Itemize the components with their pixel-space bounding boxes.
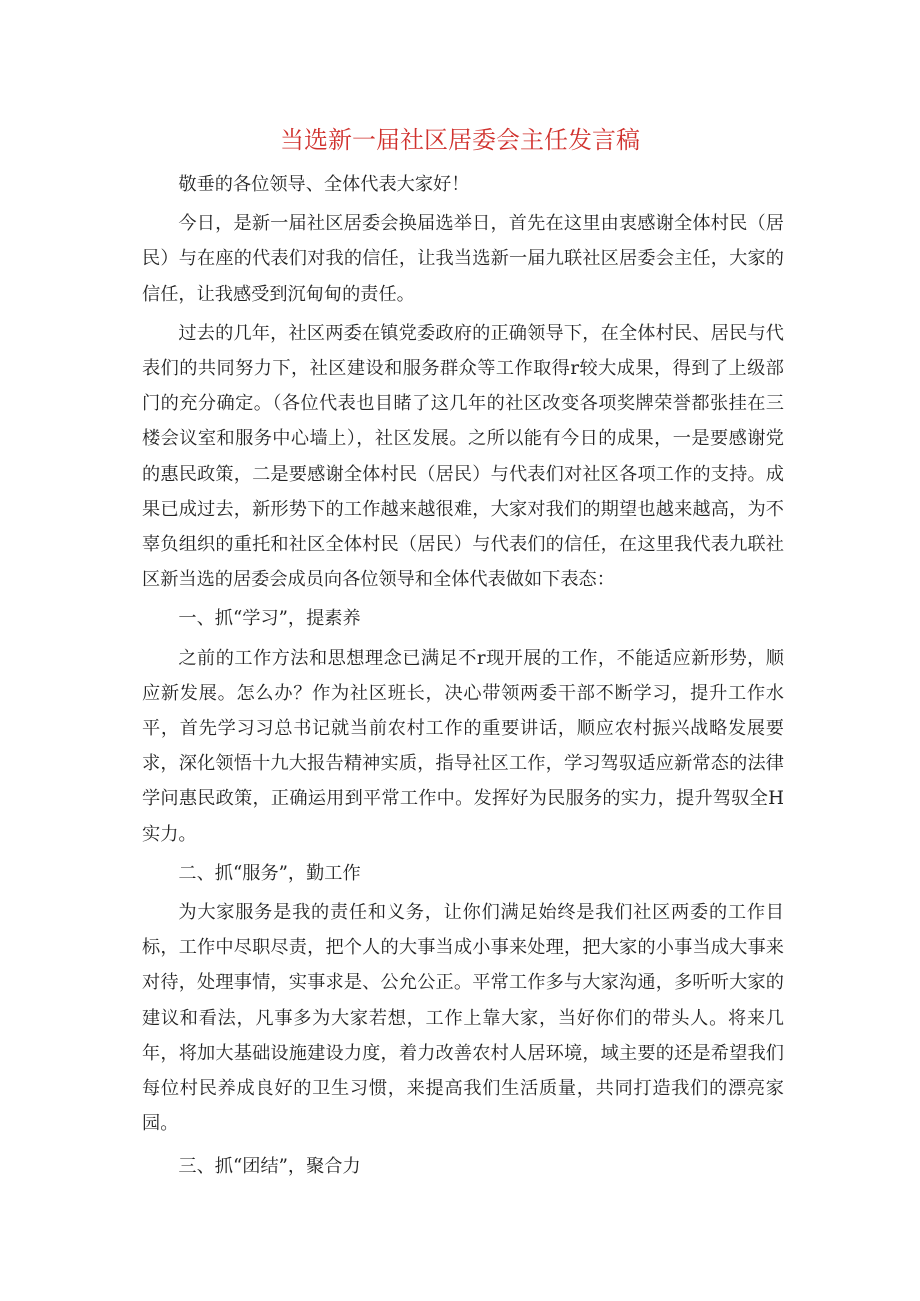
body-paragraph: 之前的工作方法和思想理念已满足不r现开展的工作，不能适应新形势，顺应新发展。怎么办？作为社区班长，决心带领两委干部不断学习，提升工作水平，首先学习习总书记就当前农村工作的重要讲话，顺应农村振兴战略发展要求，深化领悟十九大报告精神实质，指导社区工作，学习驾驭适应新常态的法律学问惠民政策，正确运用到平常工作中。发挥好为民服务的实力，提升驾驭全H实力。 [142,647,784,845]
body-paragraph: 过去的几年，社区两委在镇党委政府的正确领导下，在全体村民、居民与代表们的共同努力下，社区建设和服务群众等工作取得r较大成果，得到了上级部门的充分确定。（各位代表也目睹了这几年的社区改变各项奖牌荣誉都张挂在三楼会议室和服务中心墙上），社区发展。之所以能有今日的成果，一是要感谢党的惠民政策，二是要感谢全体村民（居民）与代表们对社区各项工作的支持。成果已成过去，新形势下的工作越来越很难，大家对我们的期望也越来越高，为不辜负组织的重托和社区全体村民（居民）与代表们的信任，在这里我代表九联社区新当选的居委会成员向各位领导和全体代表做如下表态： [142,322,784,591]
greeting-paragraph: 敬垂的各位领导、全体代表大家好！ [178,174,470,195]
section-heading: 三、抓“团结”，聚合力 [178,1156,361,1178]
section-heading: 一、抓“学习”，提素养 [178,608,361,630]
body-paragraph: 为大家服务是我的责任和义务，让你们满足始终是我们社区两委的工作目标，工作中尽职尽责，把个人的大事当成小事来处理，把大家的小事当成大事来对待，处理事情，实事求是、公允公正。平常工作多与大家沟通，多听听大家的建议和看法，凡事多为大家若想，工作上靠大家，当好你们的带头人。将来几年，将加大基础设施建设力度，着力改善农村人居环境，域主要的还是希望我们每位村民养成良好的卫生习惯，来提高我们生活质量，共同打造我们的漂亮家园。 [142,902,784,1135]
section-heading: 二、抓“服务”，勤工作 [178,862,361,884]
body-paragraph: 今日，是新一届社区居委会换届选举日，首先在这里由衷感谢全体村民（居民）与在座的代表们对我的信任，让我当选新一届九联社区居委会主任，大家的信任，让我感受到沉甸甸的责任。 [142,213,784,305]
document-body [142,167,784,1189]
document-title: 当选新一届社区居委会主任发言稿 [280,126,640,154]
